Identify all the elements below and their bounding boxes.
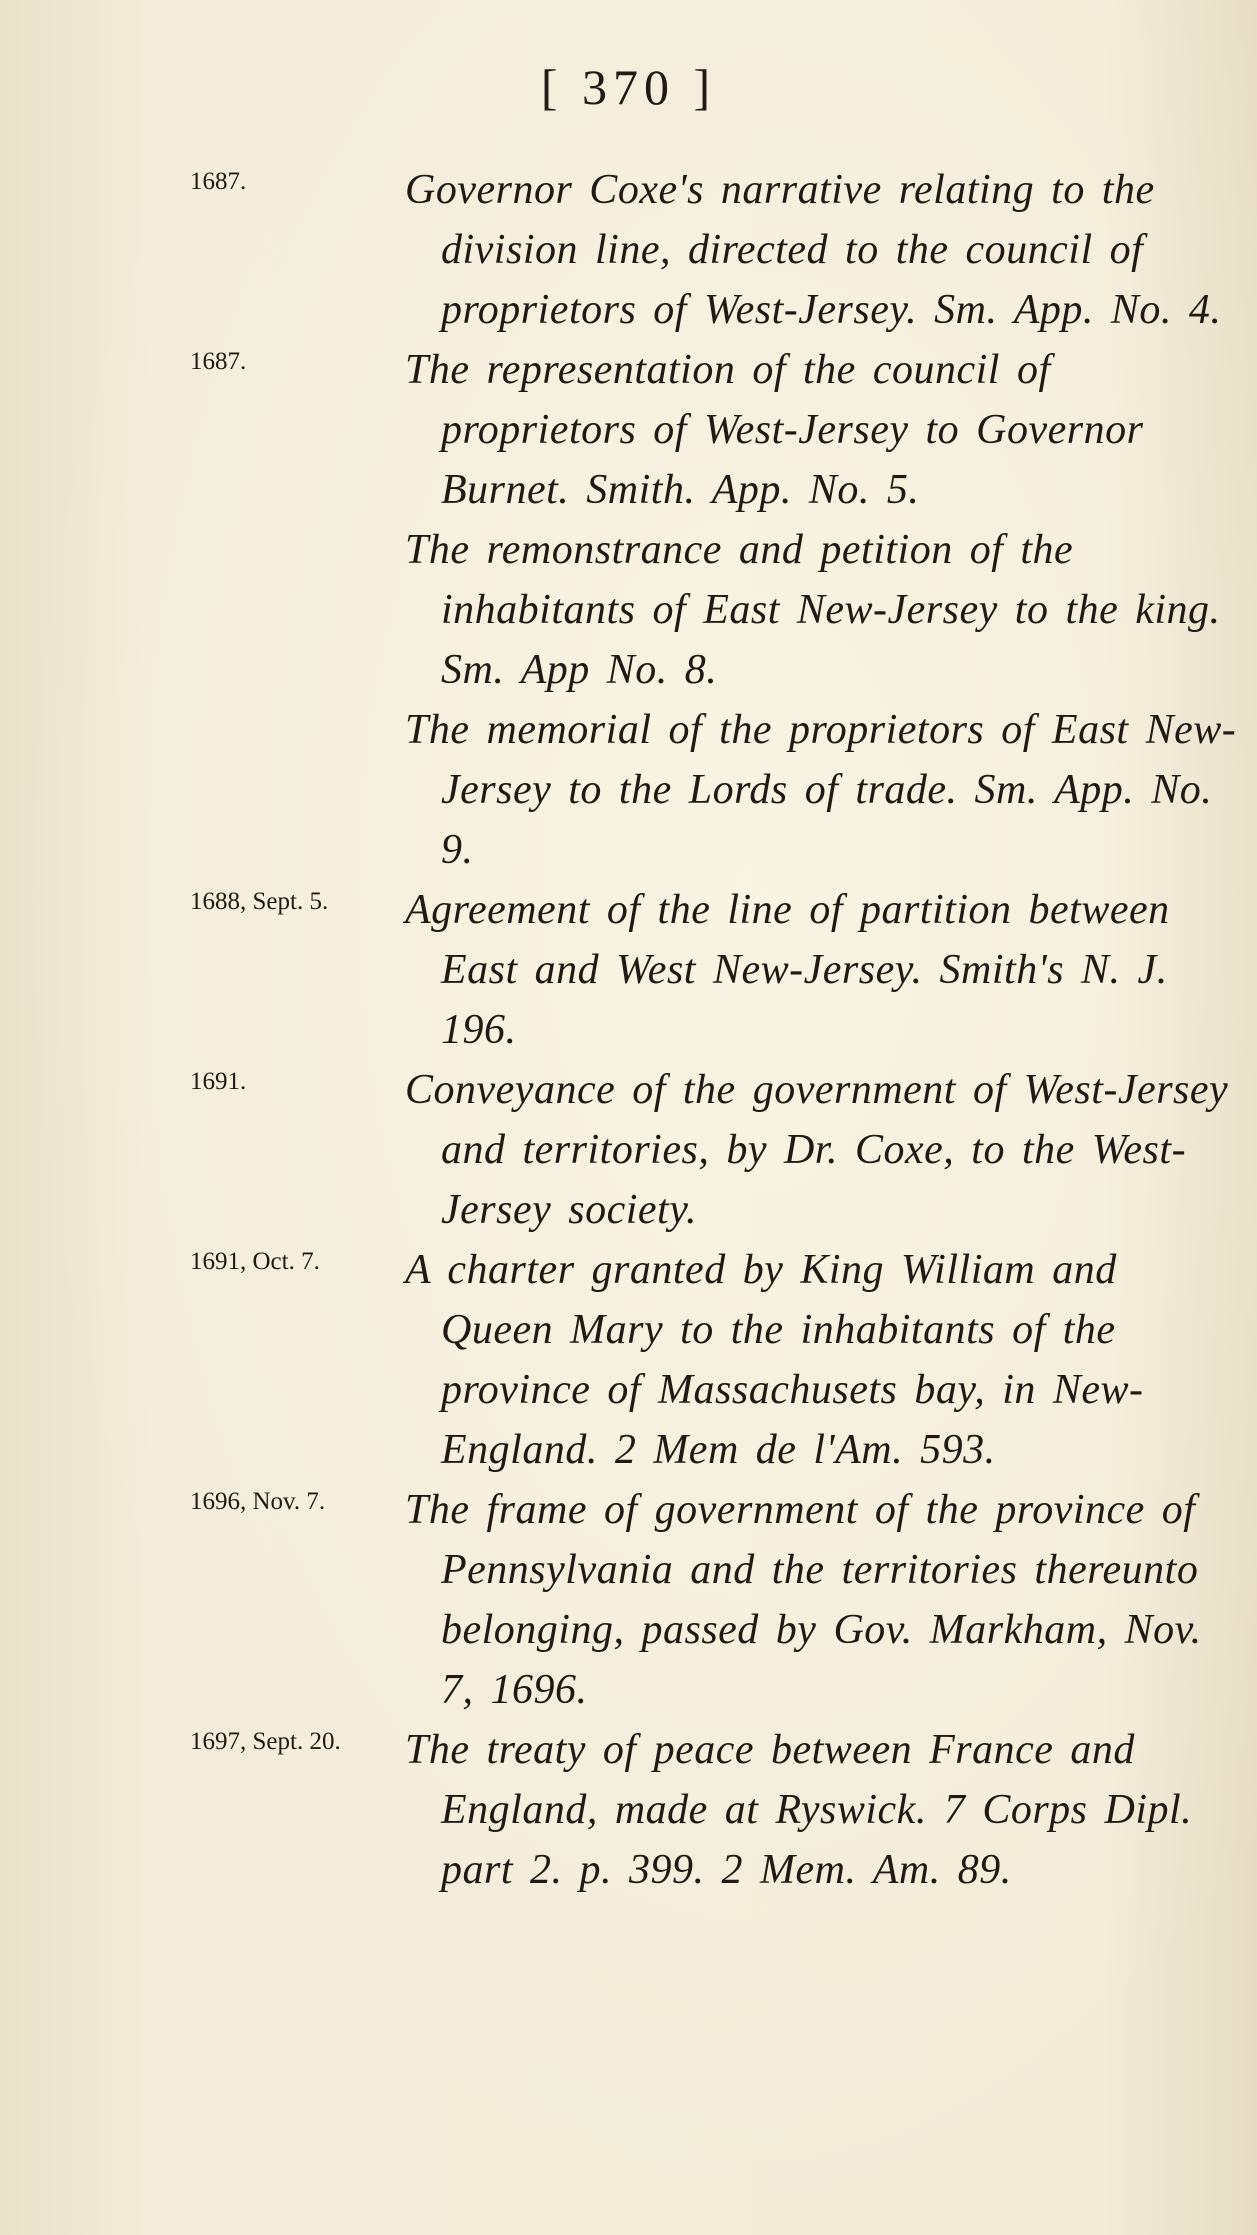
entry-date: 1697, Sept. 20.: [190, 1728, 341, 1755]
entry-text: The remonstrance and petition of the inhabitants of East New-Jersey to the king. Sm. App No. 8.: [405, 527, 1221, 693]
entry-date: 1688, Sept. 5.: [190, 888, 329, 915]
list-item: [0, 1480, 1257, 1720]
entry-text: Governor Coxe's narrative relating to the division line, directed to the council of proprietors of West-Jersey. Sm. App. No. 4.: [405, 167, 1222, 333]
entry-date: 1687.: [190, 348, 247, 375]
entry-text: Conveyance of the government of West-Jersey and territories, by Dr. Coxe, to the West-Jersey society.: [405, 1067, 1229, 1233]
entry-text: A charter granted by King William and Queen Mary to the inhabitants of the province of Massachusets bay, in New-England. 2 Mem de l'Am. 593.: [405, 1247, 1144, 1473]
list-item: [0, 340, 1257, 520]
list-item: [0, 880, 1257, 1060]
page-number: [ 370 ]: [540, 59, 717, 115]
list-item: [0, 1060, 1257, 1240]
list-item: [0, 1720, 1257, 1900]
entry-text: The treaty of peace between France and England, made at Ryswick. 7 Corps Dipl. part 2. p. 399. 2 Mem. Am. 89.: [405, 1727, 1193, 1893]
entry-date: 1696, Nov. 7.: [190, 1488, 326, 1515]
entry-text: Agreement of the line of partition between East and West New-Jersey. Smith's N. J. 196.: [405, 887, 1170, 1053]
entry-date: 1687.: [190, 168, 247, 195]
list-item: [0, 700, 1257, 880]
entry-text: The memorial of the proprietors of East New-Jersey to the Lords of trade. Sm. App. No. 9.: [405, 707, 1237, 873]
list-item: [0, 520, 1257, 700]
entry-text: The representation of the council of proprietors of West-Jersey to Governor Burnet. Smith. App. No. 5.: [405, 347, 1144, 513]
list-item: [0, 160, 1257, 340]
chronology-list: [0, 160, 1257, 1900]
entry-text: The frame of government of the province of Pennsylvania and the territories thereunto belonging, passed by Gov. Markham, Nov. 7, 1696.: [405, 1487, 1202, 1713]
entry-date: 1691.: [190, 1068, 247, 1095]
entry-date: 1691, Oct. 7.: [190, 1248, 320, 1275]
list-item: [0, 1240, 1257, 1480]
